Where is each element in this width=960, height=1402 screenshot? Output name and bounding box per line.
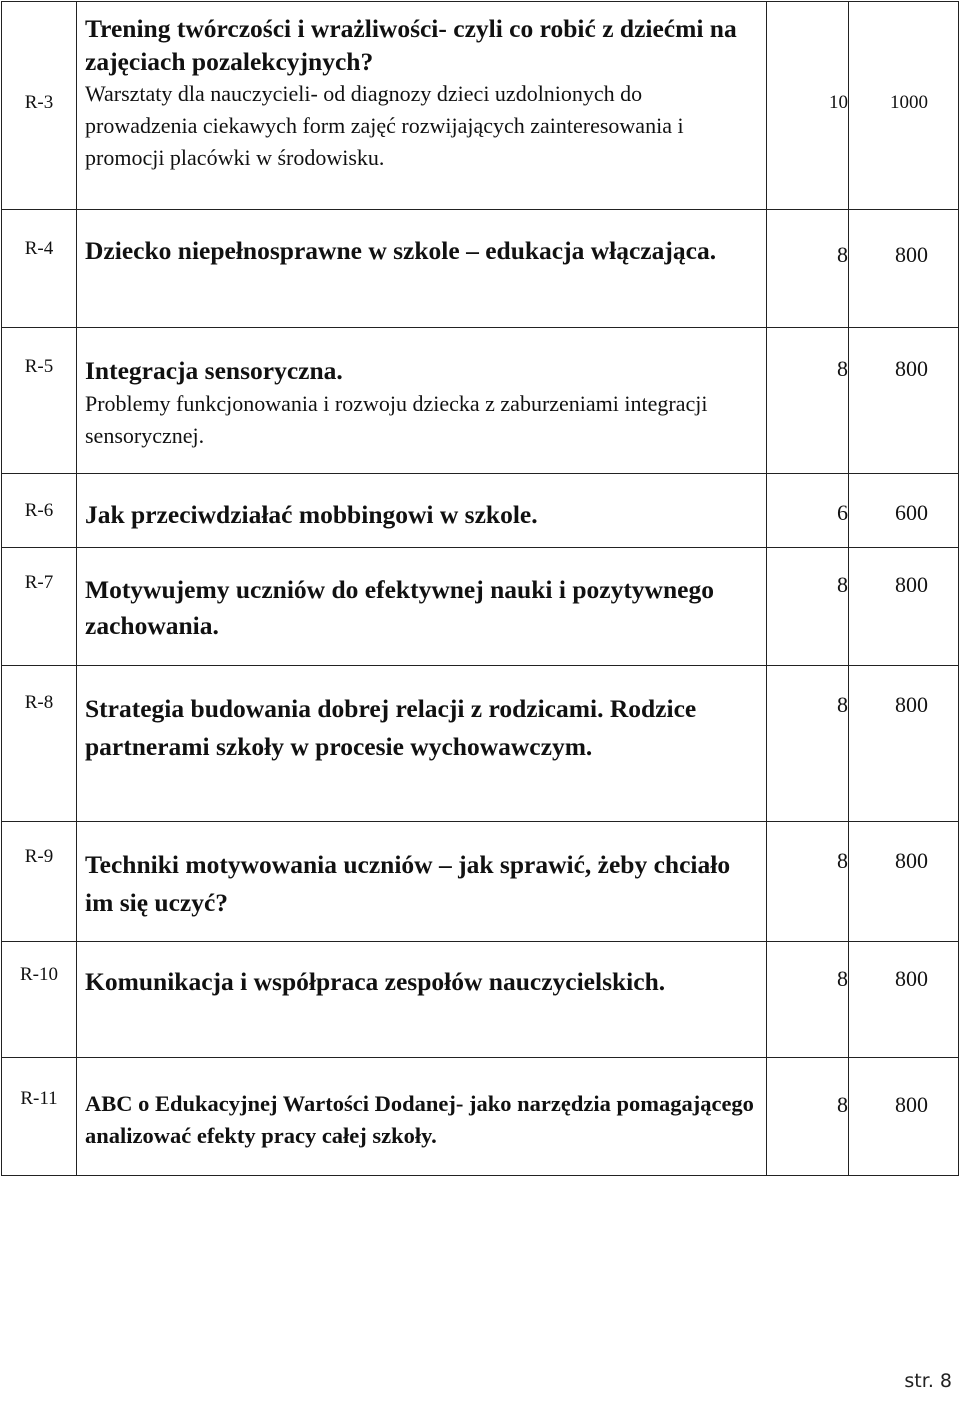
- row-code: R-5: [24, 356, 54, 377]
- row-hours: 8: [837, 692, 848, 717]
- row-price: 800: [895, 242, 928, 267]
- training-offer-table: [1, 1, 959, 1176]
- row-title: ABC o Edukacyjnej Wartości Dodanej- jako narzędzia pomagającego analizować efekty pracy całej szkoły.: [85, 1091, 754, 1148]
- page-number: str. 8: [904, 1370, 952, 1392]
- row-title: Komunikacja i współpraca zespołów nauczycielskich.: [85, 967, 666, 996]
- table-row: [2, 666, 959, 822]
- row-title: Dziecko niepełnosprawne w szkole – edukacja włączająca.: [85, 236, 717, 265]
- row-price: 800: [895, 966, 928, 991]
- row-title: Strategia budowania dobrej relacji z rodzicami. Rodzice partnerami szkoły w procesie wychowawczym.: [85, 694, 697, 761]
- row-price: 800: [895, 692, 928, 717]
- row-hours: 8: [837, 242, 848, 267]
- row-title: Trening twórczości i wrażliwości- czyli co robić z dziećmi na zajęciach pozalekcyjnych?: [85, 14, 737, 76]
- table-row: [2, 822, 959, 942]
- row-code: R-4: [24, 238, 54, 259]
- row-code: R-6: [24, 500, 54, 521]
- table-row: [2, 2, 959, 210]
- row-hours: 8: [837, 848, 848, 873]
- table-row: [2, 474, 959, 548]
- row-title: Jak przeciwdziałać mobbingowi w szkole.: [85, 500, 538, 529]
- row-hours: 8: [837, 966, 848, 991]
- row-code: R-9: [24, 846, 54, 867]
- row-hours: 6: [837, 500, 848, 525]
- table-row: [2, 210, 959, 328]
- row-description: Warsztaty dla nauczycieli- od diagnozy dzieci uzdolnionych do prowadzenia ciekawych form zajęć rozwijających zainteresowania i promocji placówki w środowisku.: [85, 81, 684, 170]
- row-hours: 8: [837, 1092, 848, 1117]
- table-row: [2, 548, 959, 666]
- row-code: R-10: [20, 964, 58, 985]
- row-hours: 10: [829, 92, 848, 113]
- row-price: 800: [895, 572, 928, 597]
- row-code: R-8: [24, 692, 54, 713]
- row-price: 800: [895, 1092, 928, 1117]
- row-price: 800: [895, 356, 928, 381]
- row-price: 600: [895, 500, 928, 525]
- table-row: [2, 328, 959, 474]
- row-price: 1000: [890, 92, 928, 113]
- row-title: Techniki motywowania uczniów – jak sprawić, żeby chciało im się uczyć?: [85, 850, 731, 917]
- row-price: 800: [895, 848, 928, 873]
- row-code: R-3: [24, 92, 54, 113]
- row-description: Problemy funkcjonowania i rozwoju dziecka z zaburzeniami integracji sensorycznej.: [85, 391, 708, 448]
- row-title: Motywujemy uczniów do efektywnej nauki i pozytywnego zachowania.: [85, 575, 714, 640]
- row-hours: 8: [837, 356, 848, 381]
- table-row: [2, 942, 959, 1058]
- table-row: [2, 1058, 959, 1176]
- row-code: R-7: [24, 572, 54, 593]
- row-hours: 8: [837, 572, 848, 597]
- row-title: Integracja sensoryczna.: [85, 356, 343, 385]
- row-code: R-11: [20, 1088, 58, 1109]
